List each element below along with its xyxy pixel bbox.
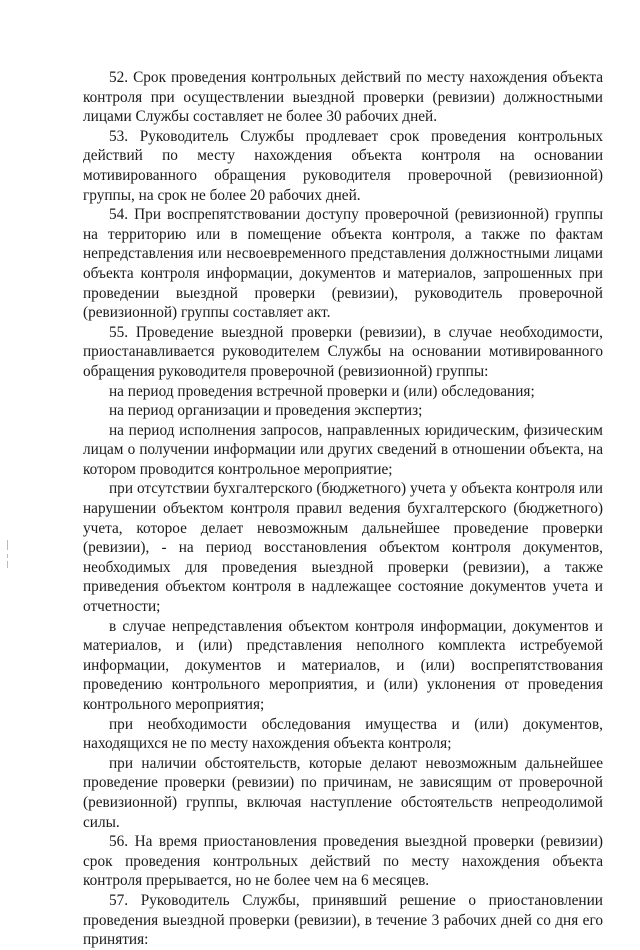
margin-mark [7,554,8,558]
margin-mark [7,540,8,550]
paragraph-52: 52. Срок проведения контрольных действий по месту нахождения объекта контроля при осуществлении выездной проверки (ревизии) должностными лицами Службы составляет не более 30 рабочих дней. [83,69,603,126]
list-item-counter-check: на период проведения встречной проверки и (или) обследования; [109,382,535,400]
list-item-expertise: на период организации и проведения экспертиз; [109,402,423,420]
paragraph-53: 53. Руководитель Службы продлевает срок проведения контрольных действий по месту нахождения объекта контроля на основании мотивированного обращения руководителя проверочной (ревизионной) группы, на срок не более 20 рабочих дней. [83,127,603,204]
paragraph-57: 57. Руководитель Службы, принявший решение о приостановлении проведения выездной проверки (ревизии), в течение 3 рабочих дней со дня его принятия: [83,891,603,949]
paragraph-55: 55. Проведение выездной проверки (ревизии), в случае необходимости, приостанавливается руководителем Службы на основании мотивированного обращения руководителя проверочной (ревизионной) группы: [83,323,603,380]
margin-mark [7,561,8,568]
list-item-non-submission: в случае непредставления объектом контроля информации, документов и материалов, и (или) представления неполного комплекта истребуемой информации, документов и материалов, и (или) воспрепятствования проведению контрольного мероприятия, и (или) уклонения от проведения контрольного мероприятия; [83,617,603,713]
list-item-accounting: при отсутствии бухгалтерского (бюджетного) учета у объекта контроля или нарушении объектом контроля правил ведения бухгалтерского (бюджетного) учета, которое делает невозможным дальнейшее проведение проверки (ревизии), - на период восстановления объектом контроля документов, необходимых для проведения выездной проверки (ревизии), а также приведения объектом контроля в надлежащее состояние документов учета и отчетности; [83,480,603,616]
document-page [83,68,603,950]
paragraph-54: 54. При воспрепятствовании доступу проверочной (ревизионной) группы на территорию или в помещение объекта контроля, а также по фактам непредставления или несвоевременного представления должностными лицами объекта контроля информации, документов и материалов, запрошенных при проведении выездной проверки (ревизии), руководитель проверочной (ревизионной) группы составляет акт. [83,206,603,322]
list-item-force-majeure: при наличии обстоятельств, которые делают невозможным дальнейшее проведение проверки (ревизии) по причинам, не зависящим от проверочной (ревизионной) группы, включая наступление обстоятельств непреодолимой силы. [83,754,603,831]
list-item-property-inspection: при необходимости обследования имущества и (или) документов, находящихся не по месту нахождения объекта контроля; [83,715,603,753]
paragraph-56: 56. На время приостановления проведения выездной проверки (ревизии) срок проведения контрольных действий по месту нахождения объекта контроля прерывается, но не более чем на 6 месяцев. [83,833,603,890]
list-item-requests: на период исполнения запросов, направленных юридическим, физическим лицам о получении информации или других сведений в отношении объекта, на котором проводится контрольное мероприятие; [83,421,603,478]
